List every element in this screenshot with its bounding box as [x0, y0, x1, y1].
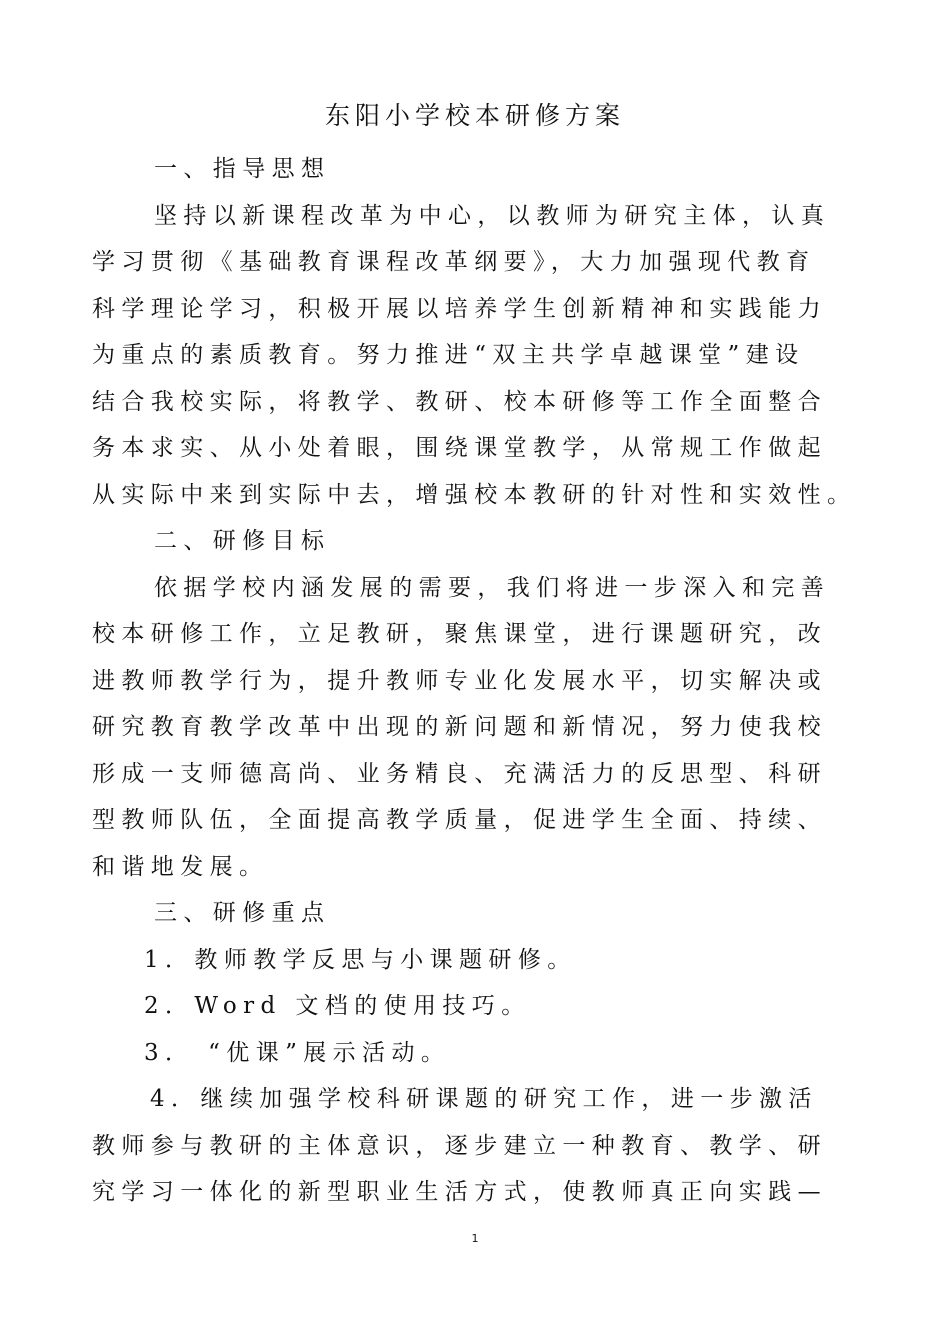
- paragraph-line: 结合我校实际，将教学、教研、校本研修等工作全面整合: [92, 388, 827, 415]
- paragraph-line: 为重点的素质教育。努力推进“双主共学卓越课堂”建设: [92, 342, 805, 368]
- list-item: 3． “优课”展示活动。: [144, 1039, 451, 1066]
- paragraph-line: 从实际中来到实际中去，增强校本教研的针对性和实效性。: [92, 481, 857, 508]
- paragraph-line: 科学理论学习，积极开展以培养学生创新精神和实践能力: [92, 295, 827, 322]
- paragraph-line: 学习贯彻《基础教育课程改革纲要》，大力加强现代教育: [92, 249, 816, 275]
- paragraph-line: 坚持以新课程改革为中心，以教师为研究主体，认真: [154, 202, 831, 229]
- section-heading-guiding-ideology: 一、指导思想: [154, 156, 331, 182]
- paragraph-line: 究学习一体化的新型职业生活方式，使教师真正向实践—: [92, 1179, 827, 1205]
- paragraph-line: 研究教育教学改革中出现的新问题和新情况，努力使我校: [92, 714, 827, 740]
- page-number: 1: [471, 1232, 479, 1245]
- paragraph-line: 形成一支师德高尚、业务精良、充满活力的反思型、科研: [92, 760, 827, 787]
- list-item: 1．教师教学反思与小课题研修。: [144, 946, 577, 973]
- document-title: 东阳小学校本研修方案: [324, 101, 625, 130]
- paragraph-line: 依据学校内涵发展的需要，我们将进一步深入和完善: [154, 574, 831, 601]
- paragraph-line: 型教师队伍，全面提高教学质量，促进学生全面、持续、: [92, 807, 827, 833]
- section-heading-training-focus: 三、研修重点: [154, 900, 331, 926]
- list-item: 2．Word 文档的使用技巧。: [144, 993, 531, 1019]
- section-heading-training-goals: 二、研修目标: [154, 528, 331, 554]
- paragraph-line: 校本研修工作，立足教研，聚焦课堂，进行课题研究，改: [92, 621, 827, 647]
- paragraph-line: 务本求实、从小处着眼，围绕课堂教学，从常规工作做起: [92, 435, 827, 461]
- list-item: 4．继续加强学校科研课题的研究工作，进一步激活: [150, 1086, 818, 1112]
- paragraph-line: 进教师教学行为，提升教师专业化发展水平，切实解决或: [92, 667, 827, 694]
- paragraph-line: 教师参与教研的主体意识，逐步建立一种教育、教学、研: [92, 1132, 827, 1159]
- document-body: [92, 146, 872, 1216]
- paragraph-line: 和谐地发展。: [92, 853, 269, 880]
